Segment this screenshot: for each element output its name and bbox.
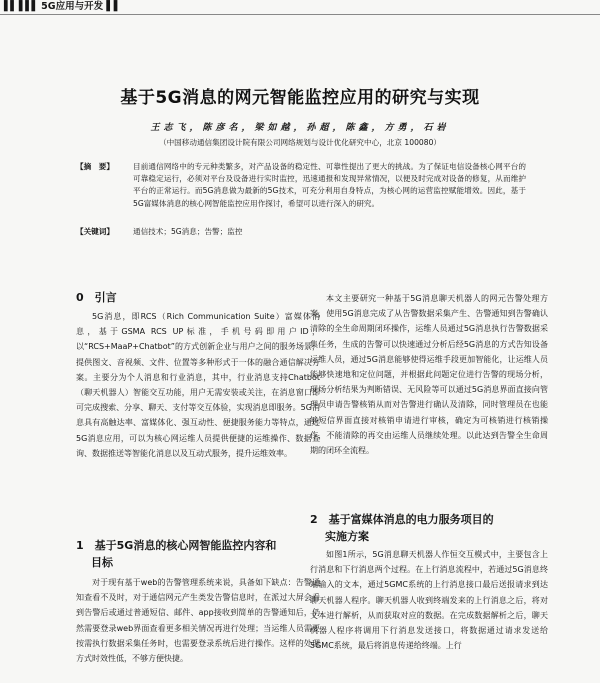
section-1-paragraph: 对于现有基于web的告警管理系统来说，具备如下缺点：告警通知查看不及时，对于通信网元产生类发告警信息时，在派过大屏会看到告警后或通过普通短信、邮件、app接收到简单的告警通知后，仍然需要登录web界面查看更多相关情况再进行处理；当运维人员需要按需执行数据采集任务时，也需要登录系统后进行操作。这样的处理方式时效性低，不够方便快捷。 (76, 578, 320, 664)
section-2-paragraph: 如图1所示，5G消息聊天机器人作恒交互模式中，主要包含上行消息和下行消息两个过程。在上行消息流程中，若通过5G消息终端输入的文本，通过5GMC系统的上行消息接口最后送报请求到达聊天机器人程序。聊天机器人收到终端发来的上行消息之后，将对文本进行解析，从而获取对应的数据。在完成数据解析之后，聊天机器人程序将调用下行消息发送接口，将数据通过请求发送给5GMC系统，最后将消息传递给终端。上行 (310, 550, 548, 651)
section-1 (76, 575, 320, 666)
section-2-heading-line-1: 2 基于富媒体消息的电力服务项目的 (310, 513, 494, 526)
abstract-block (76, 161, 526, 210)
paper-affiliation: （中国移动通信集团设计院有限公司网络规划与设计优化研究中心，北京 100080） (159, 138, 441, 147)
intro-paragraph: 5G消息，即RCS（Rich Communication Suite）富媒体消息，基于GSMA RCS UP标准，手机号码即用户ID，以“RCS+MaaP+Chatbot”的方式创新企业与用户之间的服务场景，提供图文、音视频、文件、位置等多种形式于一体的融合通信解决方案。主要分为个人消息和行业消息，其中，行业消息支持Chatbot（聊天机器人）智能交互功能，用户无需安装或关注，在消息窗口即可完成搜索、分享、聊天、支付等交互体验，实现消息即服务。5G消息具有高触达率、富媒体化、强互动性、便捷服务能力等特点，通过5G消息应用，可以为核心网运维人员提供便捷的运维操作、数据查询、数据推送等智能化消息以及互动式服务，提升运维效率。 (76, 312, 320, 458)
paper-title: 基于5G消息的网元智能监控应用的研究与实现 (120, 88, 480, 108)
intro-section (76, 309, 320, 461)
header-section-name: 5G应用与开发 (41, 1, 104, 12)
keywords-block (76, 226, 526, 238)
intro-heading: 0 引言 (76, 291, 117, 304)
section-2-heading-line-2: 实施方案 (325, 530, 369, 543)
right-column-top (310, 291, 548, 458)
keywords-text: 通信技术；5G消息；告警；监控 (133, 227, 243, 236)
section-1-heading-line-2: 目标 (91, 556, 113, 569)
abstract-label: 【摘 要】 (76, 162, 114, 171)
abstract-text: 目前通信网络中的专元种类繁多，对产品设备的稳定性、可靠性提出了更大的挑战。为了保证电信设备核心网平台的可靠稳定运行，必须对平台及设备进行实时监控，迅速通报和发现异常情况，以便及时完成对设备的修复，从而维护平台的正常运行。而5G消息做为最新的5G技术，可充分利用自身特点，为核心网的运营监控赋能增效。因此，基于5G富媒体消息的核心网智能监控应用作探讨，希望可以进行深入的研究。 (133, 162, 526, 208)
running-header (0, 0, 600, 15)
section-1-heading (76, 537, 276, 571)
section-1-heading-line-1: 1 基于5G消息的核心网智能监控内容和 (76, 539, 277, 552)
paper-authors: 王志飞，陈彦名，梁如越，孙超，陈鑫，方勇，石岩 (150, 123, 450, 133)
keywords-label: 【关键词】 (76, 227, 114, 236)
method-paragraph: 本文主要研究一种基于5G消息聊天机器人的网元告警处理方案，使用5G消息完成了从告警数据采集产生、告警通知到告警确认清除的全生命周期闭环操作，运维人员通过5G消息执行告警数据采集任务，生成的告警可以快速通过分析后经5G消息的方式告知设备运维人员，通过5G消息能够使得运维手段更加智能化，让运维人员能够快速地和定位问题，并根据此问题定位进行告警的现场分析，现场分析结果为判断错误、无风险等可以通过5G消息界面直接向管理员申请告警核销从而对告警进行确认及清除，同时管理员在也能够短信界面直接对核销申请进行审核，确定为可核销进行核销操作，不能清除的再交由运维人员继续处理。以此达到告警全生命周期的闭环全流程。 (310, 294, 548, 456)
section-2-heading (310, 511, 494, 545)
header-marks-tail: ▌▌ (106, 1, 122, 12)
header-marks: ▌▌ ▌▌▌ (4, 1, 38, 12)
section-2 (310, 547, 548, 653)
